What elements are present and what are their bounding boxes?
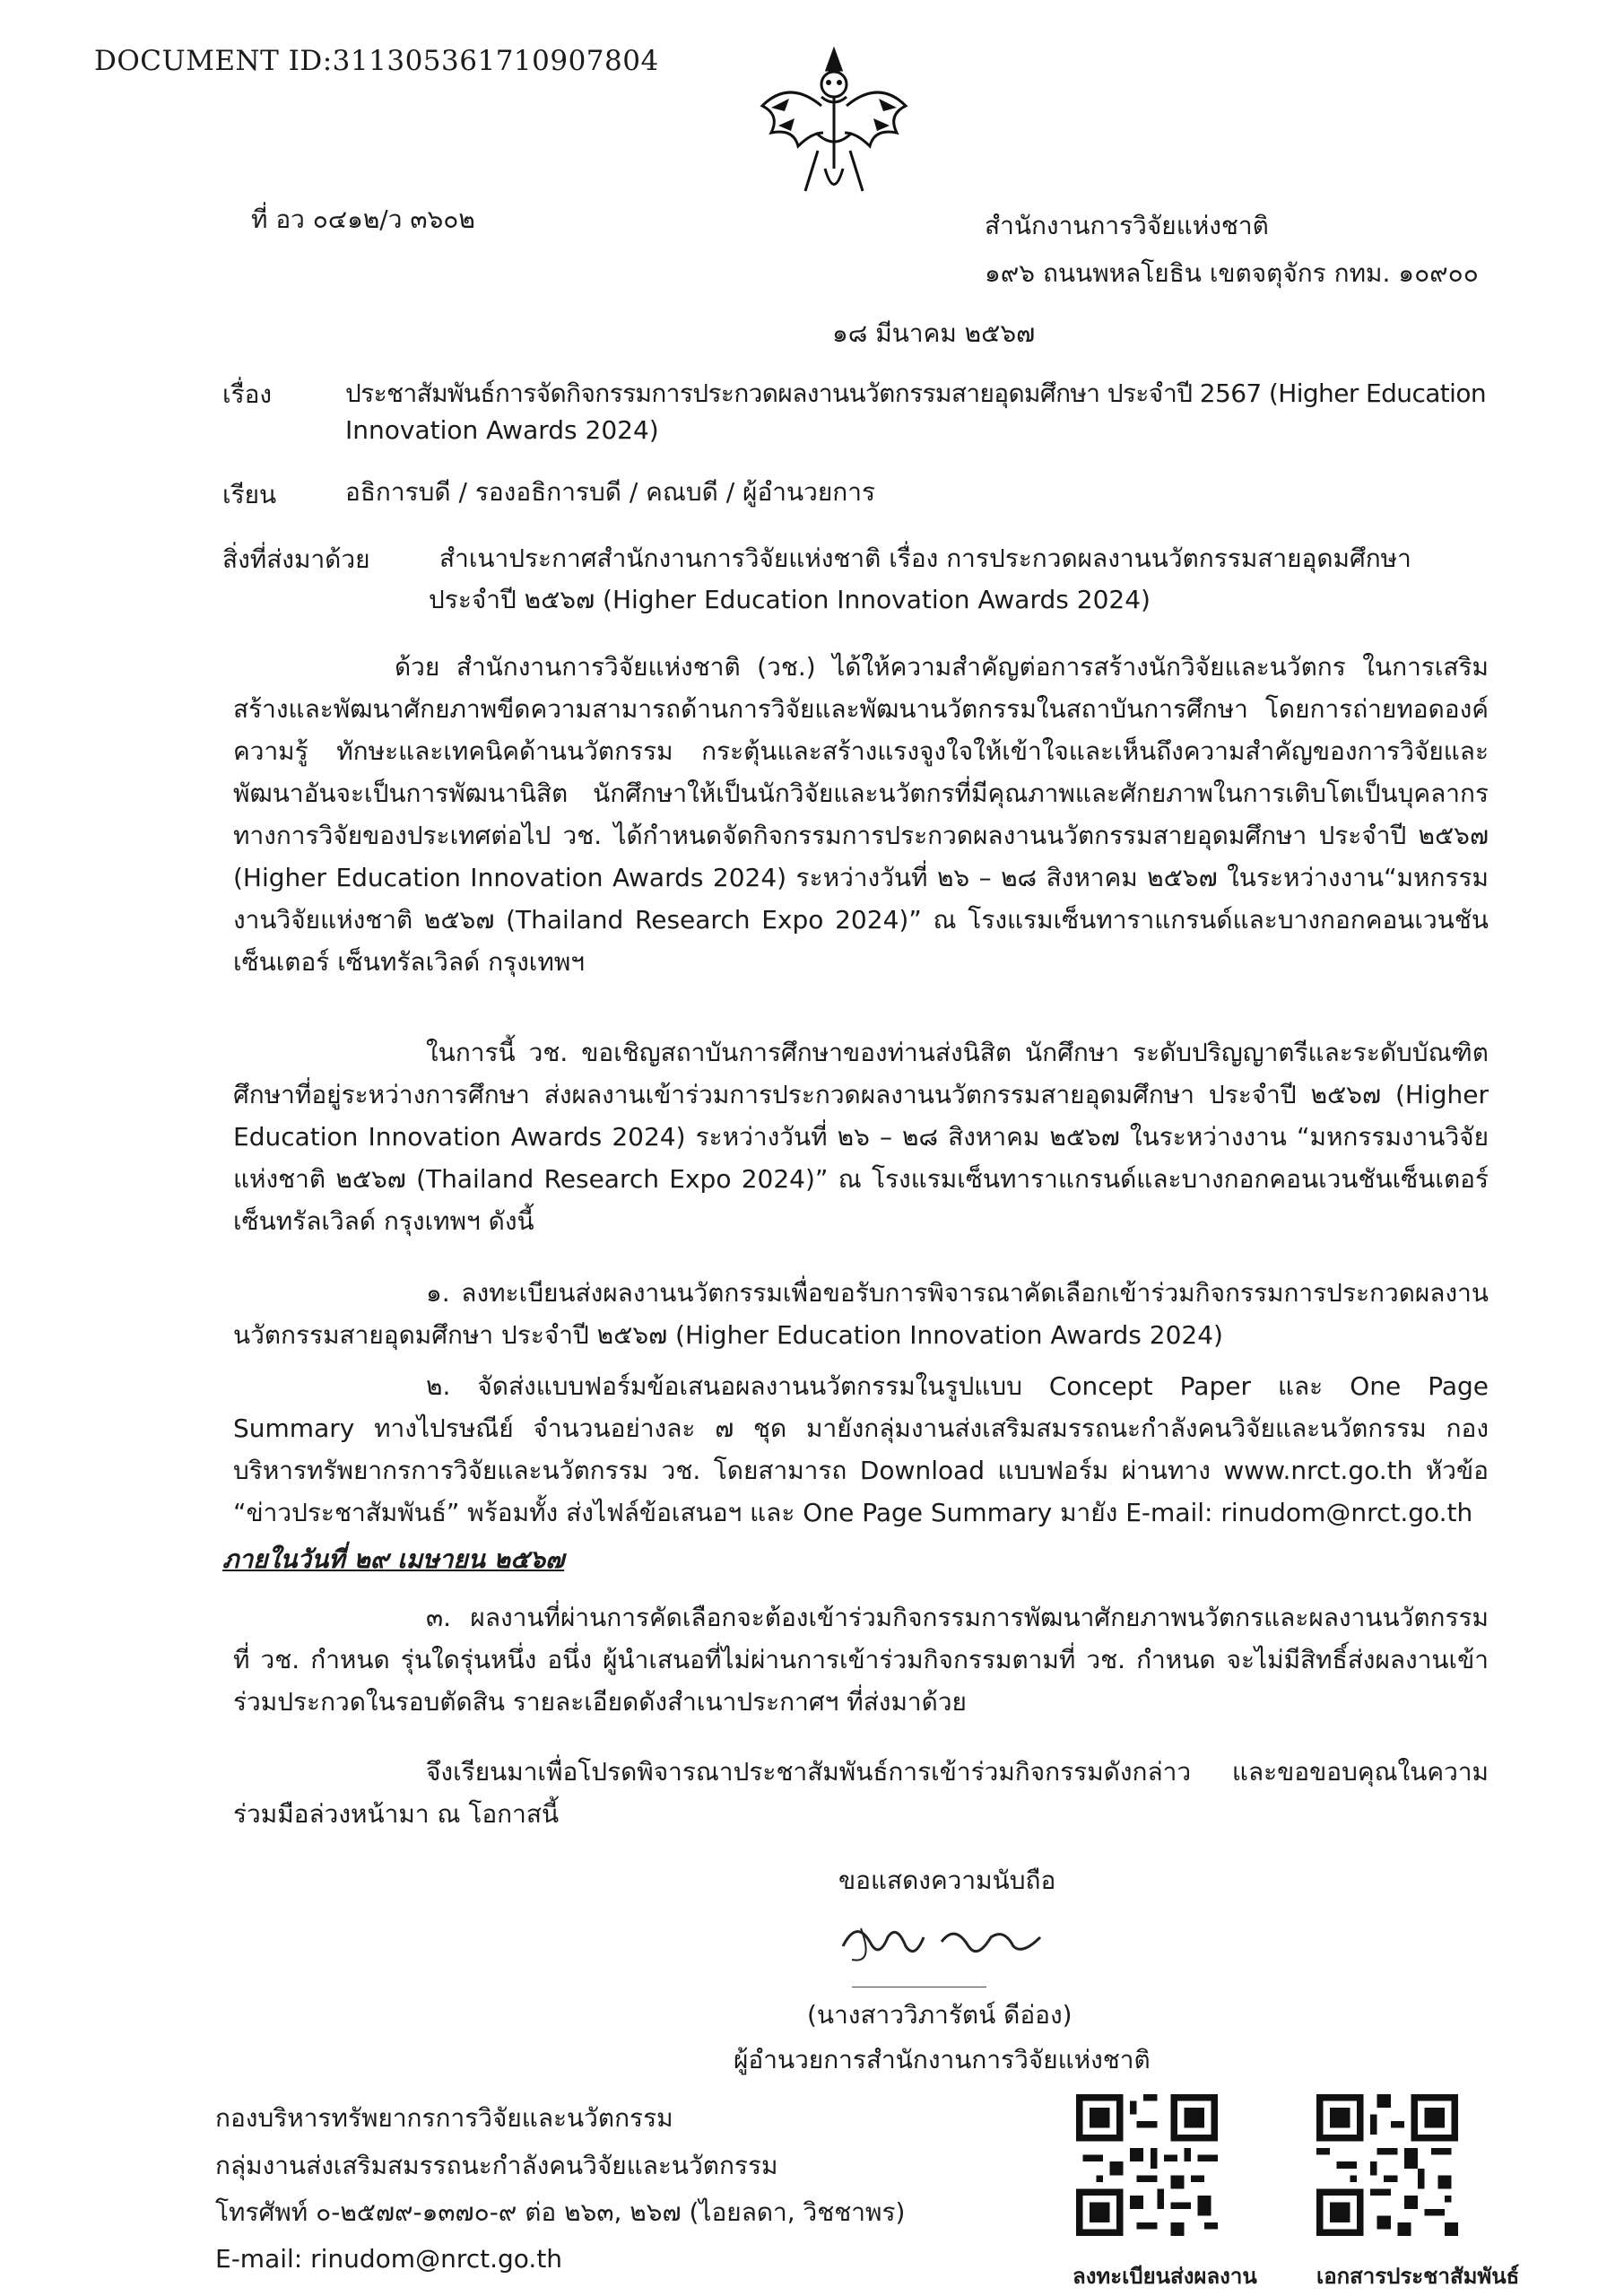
qr-code-document[interactable] xyxy=(1316,2094,1458,2236)
body-item-2: ๒. จัดส่งแบบฟอร์มข้อเสนอผลงานนวัตกรรมในรูปแบบ Concept Paper และ One Page Summary ทางไปรษณีย์ จำนวนอย่างละ ๗ ชุด มายังกลุ่มงานส่งเสริมสมรรถนะกำลังคนวิจัยและนวัตกรรม กองบริหารทรัพยากรการวิจัยและนวัตกรรม วช. โดยสามารถ Download แบบฟอร์ม ผ่านทาง www.nrct.go.th หัวข้อ “ข่าวประชาสัมพันธ์” พร้อมทั้ง ส่งไฟล์ข้อเสนอฯ และ One Page Summary มายัง E-mail: rinudom@nrct.go.th xyxy=(233,1371,1489,1527)
footer-phone: โทรศัพท์ ๐-๒๕๗๙-๑๓๗๐-๙ ต่อ ๒๖๓, ๒๖๗ (ไอยลดา, วิชชาพร) xyxy=(215,2197,906,2227)
signer-name: (นางสาววิภารัตน์ ดีอ่อง) xyxy=(807,2000,1073,2030)
signature-image xyxy=(834,1910,1058,1973)
to-label: เรียน xyxy=(222,480,277,509)
body-paragraph-2: ในการนี้ วช. ขอเชิญสถาบันการศึกษาของท่านส่งนิสิต นักศึกษา ระดับปริญญาตรีและระดับบัณฑิตศึกษาที่อยู่ระหว่างการศึกษา ส่งผลงานเข้าร่วมการประกวดผลงานนวัตกรรมสายอุดมศึกษา ประจำปี ๒๕๖๗ (Higher Education Innovation Awards 2024) ระหว่างวันที่ ๒๖ – ๒๘ สิงหาคม ๒๕๖๗ ในระหว่างงาน “มหกรรมงานวิจัยแห่งชาติ ๒๕๖๗ (Thailand Research Expo 2024)” ณ โรงแรมเซ็นทาราแกรนด์และบางกอกคอนเวนชันเซ็นเตอร์ เซ็นทรัลเวิลด์ กรุงเทพฯ ดังนี้ xyxy=(233,1038,1489,1236)
enclosure-label: สิ่งที่ส่งมาด้วย xyxy=(222,544,370,574)
body-item-3: ๓. ผลงานที่ผ่านการคัดเลือกจะต้องเข้าร่วมกิจกรรมการพัฒนาศักยภาพนวัตกรและผลงานนวัตกรรมที่ วช. กำหนด รุ่นใดรุ่นหนึ่ง อนึ่ง ผู้นำเสนอที่ไม่ผ่านการเข้าร่วมกิจกรรมตามที่ วช. กำหนด จะไม่มีสิทธิ์ส่งผลงานเข้าร่วมประกวดในรอบตัดสิน รายละเอียดดังสำเนาประกาศฯ ที่ส่งมาด้วย xyxy=(233,1603,1489,1717)
enclosure-line1: สำเนาประกาศสำนักงานการวิจัยแห่งชาติ เรื่อง การประกวดผลงานนวัตกรรมสายอุดมศึกษา xyxy=(439,544,1411,573)
body-item-1: ๑. ลงทะเบียนส่งผลงานนวัตกรรมเพื่อขอรับการพิจารณาคัดเลือกเข้าร่วมกิจกรรมการประกวดผลงานนวัตกรรมสายอุดมศึกษา ประจำปี ๒๕๖๗ (Higher Education Innovation Awards 2024) xyxy=(233,1278,1489,1350)
letter-date: ๑๘ มีนาคม ๒๕๖๗ xyxy=(832,318,1036,348)
subject-line1: ประชาสัมพันธ์การจัดกิจกรรมการประกวดผลงานนวัตกรรมสายอุดมศึกษา ประจำปี 2567 (Higher Education xyxy=(345,378,1487,408)
enclosure-line2: ประจำปี ๒๕๖๗ (Higher Education Innovation Awards 2024) xyxy=(429,585,1151,614)
subject-label: เรื่อง xyxy=(222,379,273,409)
document-id: DOCUMENT ID:311305361710907804 xyxy=(94,45,659,77)
body-paragraph-1: ด้วย สำนักงานการวิจัยแห่งชาติ (วช.) ได้ให้ความสำคัญต่อการสร้างนักวิจัยและนวัตกร ในการเสริมสร้างและพัฒนาศักยภาพขีดความสามารถด้านการวิจัยและพัฒนานวัตกรรมในสถาบันการศึกษา โดยการถ่ายทอดองค์ความรู้ ทักษะและเทคนิคด้านนวัตกรรม กระตุ้นและสร้างแรงจูงใจให้เข้าใจและเห็นถึงความสำคัญของการวิจัยและพัฒนาอันจะเป็นการพัฒนานิสิต นักศึกษาให้เป็นนักวิจัยและนวัตกรที่มีคุณภาพและศักยภาพในการเติบโตเป็นบุคลากรทางการวิจัยของประเทศต่อไป วช. ได้กำหนดจัดกิจกรรมการประกวดผลงานนวัตกรรมสายอุดมศึกษา ประจำปี ๒๕๖๗ (Higher Education Innovation Awards 2024) ระหว่างวันที่ ๒๖ – ๒๘ สิงหาคม ๒๕๖๗ ในระหว่างงาน“มหกรรมงานวิจัยแห่งชาติ ๒๕๖๗ (Thailand Research Expo 2024)” ณ โรงแรมเซ็นทาราแกรนด์และบางกอกคอนเวนชันเซ็นเตอร์ เซ็นทรัลเวิลด์ กรุงเทพฯ xyxy=(233,652,1489,977)
issuer-address: ๑๙๖ ถนนพหลโยธิน เขตจตุจักร กทม. ๑๐๙๐๐ xyxy=(985,258,1479,288)
subject-line2: Innovation Awards 2024) xyxy=(345,415,659,445)
issuer-name: สำนักงานการวิจัยแห่งชาติ xyxy=(985,211,1269,240)
reference-number: ที่ อว ๐๔๑๒/ว ๓๖๐๒ xyxy=(251,204,475,234)
qr-code-register[interactable] xyxy=(1076,2094,1218,2236)
garuda-emblem xyxy=(753,43,915,204)
footer-group: กลุ่มงานส่งเสริมสมรรถนะกำลังคนวิจัยและนวัตกรรม xyxy=(215,2151,778,2180)
qr-caption-register: ลงทะเบียนส่งผลงาน xyxy=(1073,2264,1257,2289)
qr-caption-document: เอกสารประชาสัมพันธ์ xyxy=(1316,2264,1520,2289)
footer-department: กองบริหารทรัพยากรการวิจัยและนวัตกรรม xyxy=(215,2103,673,2133)
deadline-text: ภายในวันที่ ๒๙ เมษายน ๒๕๖๗ xyxy=(222,1544,565,1574)
salutation: ขอแสดงความนับถือ xyxy=(838,1866,1056,1895)
signer-position: ผู้อำนวยการสำนักงานการวิจัยแห่งชาติ xyxy=(734,2045,1151,2074)
to-value: อธิการบดี / รองอธิการบดี / คณบดี / ผู้อำนวยการ xyxy=(345,477,875,507)
footer-email: E-mail: rinudom@nrct.go.th xyxy=(215,2244,563,2274)
closing-paragraph: จึงเรียนมาเพื่อโปรดพิจารณาประชาสัมพันธ์การเข้าร่วมกิจกรรมดังกล่าว และขอขอบคุณในความร่วมมือล่วงหน้ามา ณ โอกาสนี้ xyxy=(233,1757,1489,1829)
